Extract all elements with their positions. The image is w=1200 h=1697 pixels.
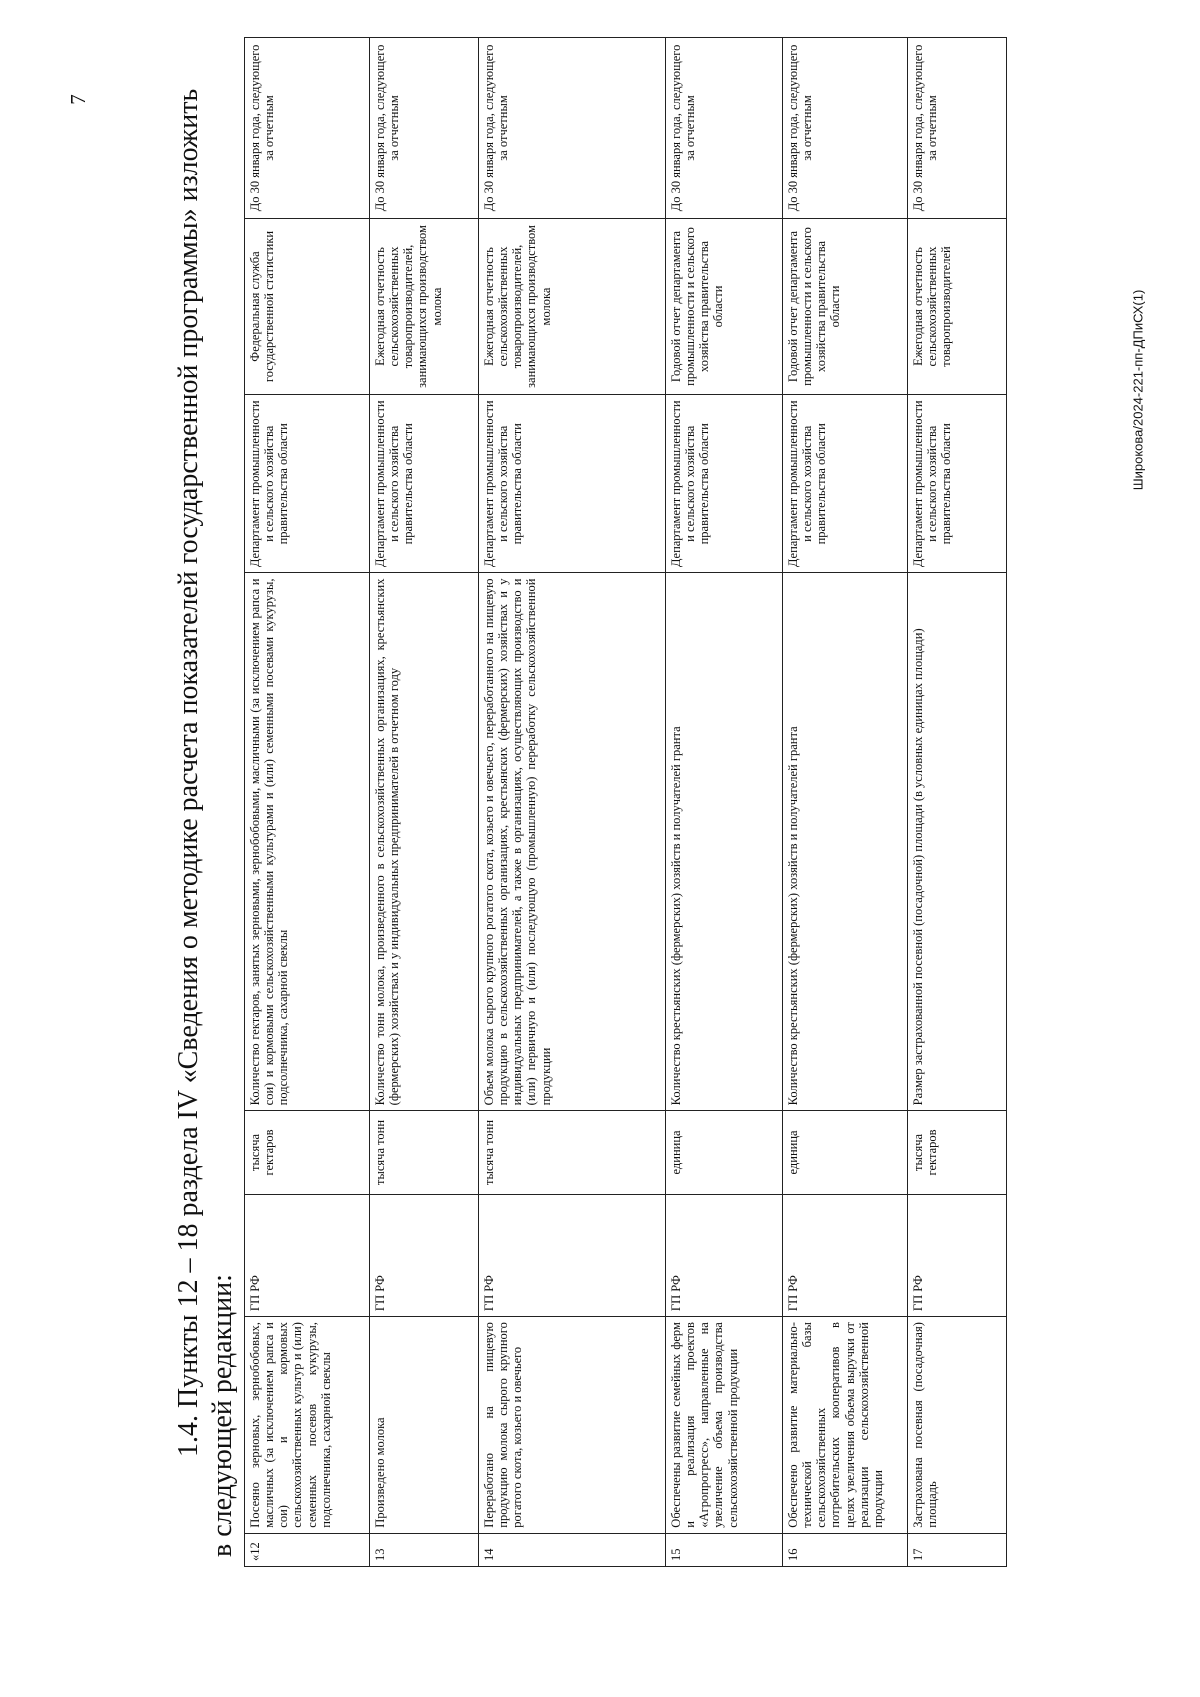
responsible-body: Департамент промышленности и сельского хозяйства правительства области xyxy=(908,395,1007,573)
data-source: Ежегодная отчетность сельскохозяйственных товаропроизводителей, занимающихся производством молока xyxy=(370,218,479,394)
row-number: 17 xyxy=(908,1533,1007,1566)
program-level: ГП РФ xyxy=(783,1194,908,1317)
unit-of-measure: единица xyxy=(666,1111,783,1194)
responsible-body: Департамент промышленности и сельского хозяйства правительства области xyxy=(783,395,908,573)
indicators-table xyxy=(244,37,1007,1567)
indicator-definition: Количество тонн молока, произведенного в сельскохозяйственных организациях, крестьянских (фермерских) хозяйствах и у индивидуальных предпринимателей в отчетном году xyxy=(370,573,479,1111)
document-footer xyxy=(1128,120,1148,660)
row-number: 15 xyxy=(666,1533,783,1566)
row-number: 16 xyxy=(783,1533,908,1566)
indicator-name: Произведено молока xyxy=(370,1317,479,1534)
indicator-name: Обеспечено развитие материально-технической базы сельскохозяйственных потребительских кооперативов в целях увеличения объема выручки от реализации сельскохозяйственной продукции xyxy=(783,1317,908,1534)
program-level: ГП РФ xyxy=(370,1194,479,1317)
section-heading xyxy=(172,17,242,1597)
responsible-body: Департамент промышленности и сельского хозяйства правительства области xyxy=(479,395,666,573)
row-number: «12 xyxy=(245,1533,370,1566)
reporting-deadline: До 30 января года, следующего за отчетным xyxy=(783,38,908,219)
heading-line-2: в следующей редакции: xyxy=(207,1274,238,1557)
table-row xyxy=(479,38,666,1567)
indicator-definition: Размер застрахованной посевной (посадочной) площади (в условных единицах площади) xyxy=(908,573,1007,1111)
reporting-deadline: До 30 января года, следующего за отчетным xyxy=(245,38,370,219)
data-source: Ежегодная отчетность сельскохозяйственных товаропроизводителей xyxy=(908,218,1007,394)
page-number-text: 7 xyxy=(65,93,90,105)
footer-text: Широкова/2024-221-пп-ДПиСХ(1) xyxy=(1130,289,1146,491)
table-row xyxy=(783,38,908,1567)
data-source: Годовой отчет департамента промышленности и сельского хозяйства правительства области xyxy=(783,218,908,394)
responsible-body: Департамент промышленности и сельского хозяйства правительства области xyxy=(245,395,370,573)
program-level: ГП РФ xyxy=(479,1194,666,1317)
table-row xyxy=(908,38,1007,1567)
program-level: ГП РФ xyxy=(245,1194,370,1317)
table-row xyxy=(245,38,370,1567)
responsible-body: Департамент промышленности и сельского хозяйства правительства области xyxy=(370,395,479,573)
indicator-name: Переработано на пищевую продукцию молока сырого крупного рогатого скота, козьего и овечьего xyxy=(479,1317,666,1534)
responsible-body: Департамент промышленности и сельского хозяйства правительства области xyxy=(666,395,783,573)
indicator-name: Застрахована посевная (посадочная) площадь xyxy=(908,1317,1007,1534)
reporting-deadline: До 30 января года, следующего за отчетным xyxy=(370,38,479,219)
reporting-deadline: До 30 января года, следующего за отчетным xyxy=(479,38,666,219)
reporting-deadline: До 30 января года, следующего за отчетным xyxy=(666,38,783,219)
table-row xyxy=(666,38,783,1567)
indicator-definition: Количество гектаров, занятых зерновыми, зернобобовыми, масличными (за исключением рапса и сои) и кормовыми сельскохозяйственными культурами и (или) семенными посевами кукурузы, подсолнечника, сахарной свеклы xyxy=(245,573,370,1111)
program-level: ГП РФ xyxy=(666,1194,783,1317)
indicator-name: Посеяно зерновых, зернобобовых, масличных (за исключением рапса и сои) и кормовых сельскохозяйственных культур и (или) семенных посевов кукурузы, подсолнечника, сахарной свеклы xyxy=(245,1317,370,1534)
indicator-definition: Количество крестьянских (фермерских) хозяйств и получателей гранта xyxy=(666,573,783,1111)
indicator-name: Обеспечены развитие семейных ферм и реализация проектов «Агропрогресс», направленные на увеличение объема производства сельскохозяйственной продукции xyxy=(666,1317,783,1534)
data-source: Годовой отчет департамента промышленности и сельского хозяйства правительства области xyxy=(666,218,783,394)
data-source: Федеральная служба государственной статистики xyxy=(245,218,370,394)
unit-of-measure: единица xyxy=(783,1111,908,1194)
indicator-definition: Объем молока сырого крупного рогатого скота, козьего и овечьего, переработанного на пищевую продукцию в сельскохозяйственных организациях, крестьянских (фермерских) хозяйствах и у индивидуальных предпринимателей, а также в организациях, осуществляющих производство и (или) первичную и (или) последующую (промышленную) переработку сельскохозяйственной продукции xyxy=(479,573,666,1111)
row-number: 14 xyxy=(479,1533,666,1566)
indicator-definition: Количество крестьянских (фермерских) хозяйств и получателей гранта xyxy=(783,573,908,1111)
table-row xyxy=(370,38,479,1567)
rotated-page-content xyxy=(172,17,1007,1597)
row-number: 13 xyxy=(370,1533,479,1566)
program-level: ГП РФ xyxy=(908,1194,1007,1317)
unit-of-measure: тысяча гектаров xyxy=(245,1111,370,1194)
unit-of-measure: тысяча тонн xyxy=(370,1111,479,1194)
unit-of-measure: тысяча гектаров xyxy=(908,1111,1007,1194)
unit-of-measure: тысяча тонн xyxy=(479,1111,666,1194)
data-source: Ежегодная отчетность сельскохозяйственных товаропроизводителей, занимающихся производством молока xyxy=(479,218,666,394)
reporting-deadline: До 30 января года, следующего за отчетным xyxy=(908,38,1007,219)
page-number xyxy=(65,84,90,114)
heading-line-1: 1.4. Пункты 12 – 18 раздела IV «Сведения о методике расчета показателей государственной программы» изложить xyxy=(173,88,204,1457)
